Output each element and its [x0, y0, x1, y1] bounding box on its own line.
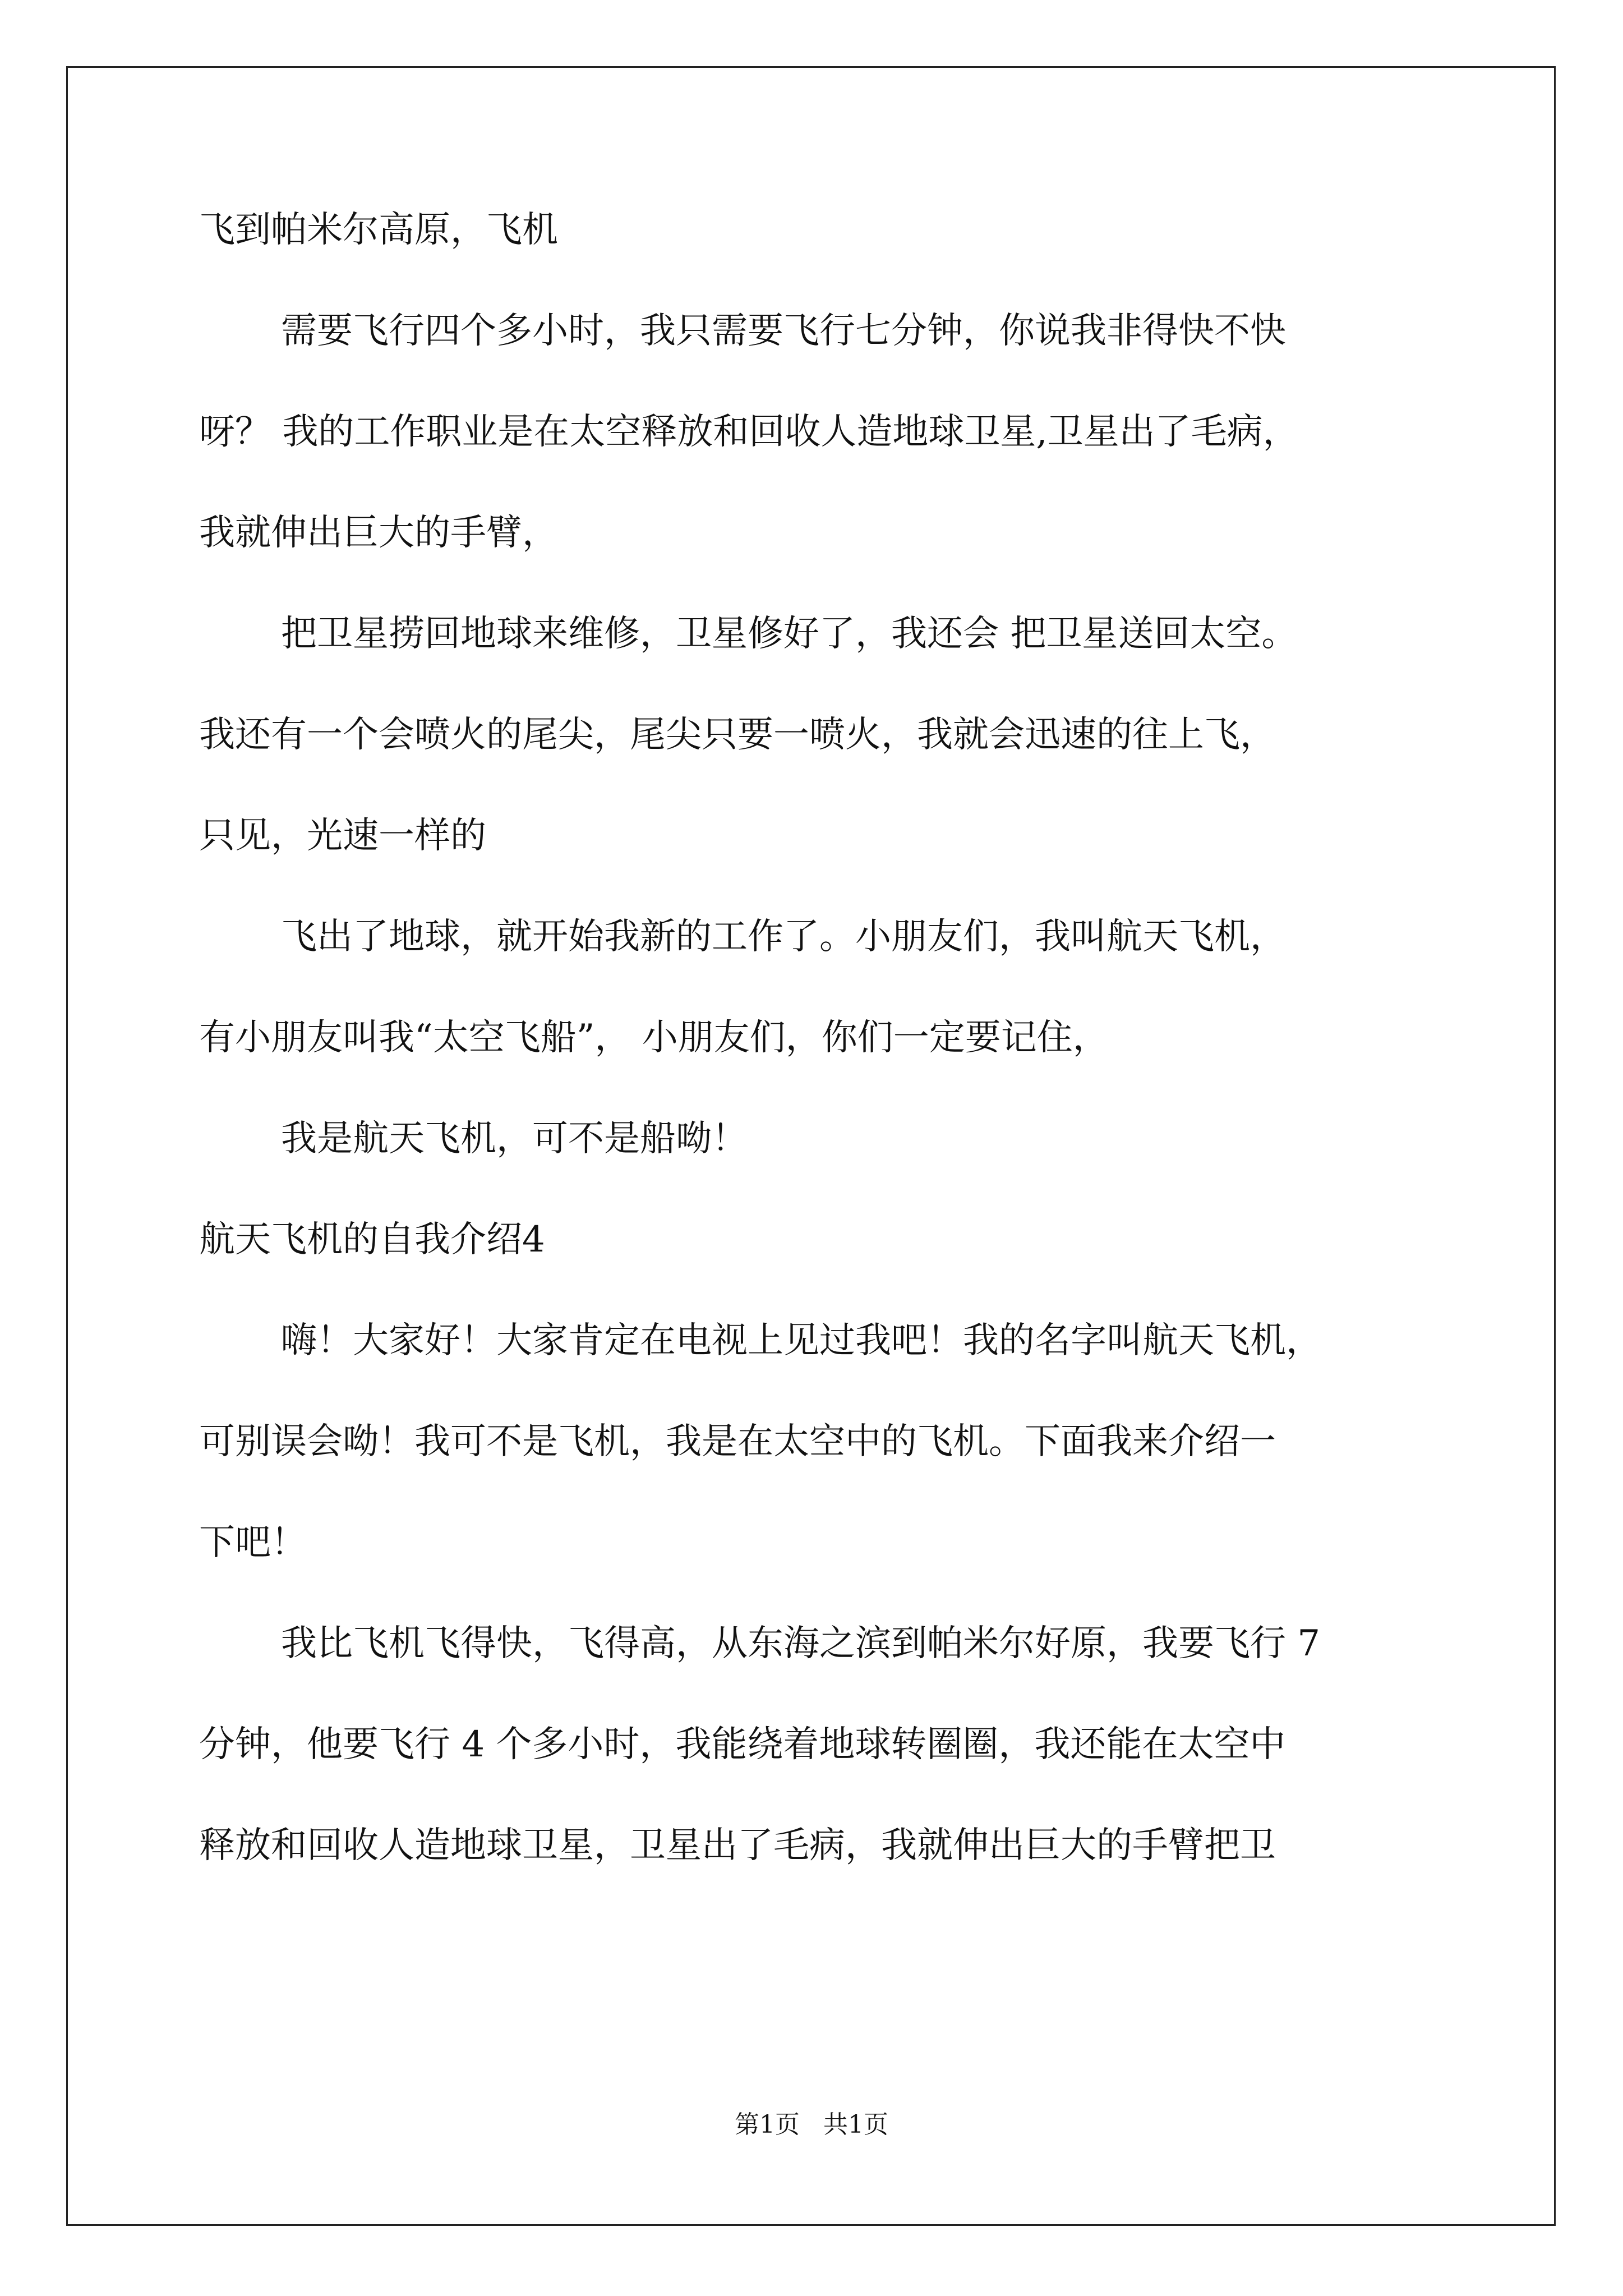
text-line: 下吧！: [199, 1522, 307, 1563]
text-line: 分钟，他要飞行 4 个多小时，我能绕着地球转圈圈，我还能在太空中: [199, 1724, 1286, 1765]
text-line: 需要飞行四个多小时，我只需要飞行七分钟，你说我非得快不快: [281, 310, 1286, 352]
text-line: 有小朋友叫我“太空飞船”， 小朋友们，你们一定要记住，: [199, 1017, 1109, 1059]
text-line: 呀？ 我的工作职业是在太空释放和回收人造地球卫星,卫星出了毛病，: [199, 411, 1299, 453]
text-line: 我还有一个会喷火的尾尖，尾尖只要一喷火，我就会迅速的往上飞，: [199, 714, 1276, 756]
text-line: 我是航天飞机，可不是船呦！: [281, 1118, 748, 1159]
text-line: 飞到帕米尔高原，飞机: [199, 209, 558, 251]
text-line: 我就伸出巨大的手臂，: [199, 512, 558, 554]
text-line: 嗨！大家好！大家肯定在电视上见过我吧！我的名字叫航天飞机，: [281, 1320, 1322, 1361]
text-line: 把卫星捞回地球来维修，卫星修好了，我还会 把卫星送回太空。: [281, 613, 1298, 655]
section-heading: 航天飞机的自我介绍4: [199, 1219, 545, 1260]
text-line: 可别误会呦！我可不是飞机，我是在太空中的飞机。下面我来介绍一: [199, 1421, 1276, 1462]
text-line: 只见，光速一样的: [199, 815, 486, 857]
text-line: 飞出了地球，就开始我新的工作了。小朋友们，我叫航天飞机，: [281, 916, 1286, 958]
document-body: [199, 208, 1444, 1924]
page-number-footer: 第1页 共1页: [735, 2110, 888, 2139]
text-line: 我比飞机飞得快，飞得高，从东海之滨到帕米尔好原，我要飞行 7: [281, 1623, 1321, 1664]
text-line: 释放和回收人造地球卫星，卫星出了毛病，我就伸出巨大的手臂把卫: [199, 1825, 1276, 1866]
